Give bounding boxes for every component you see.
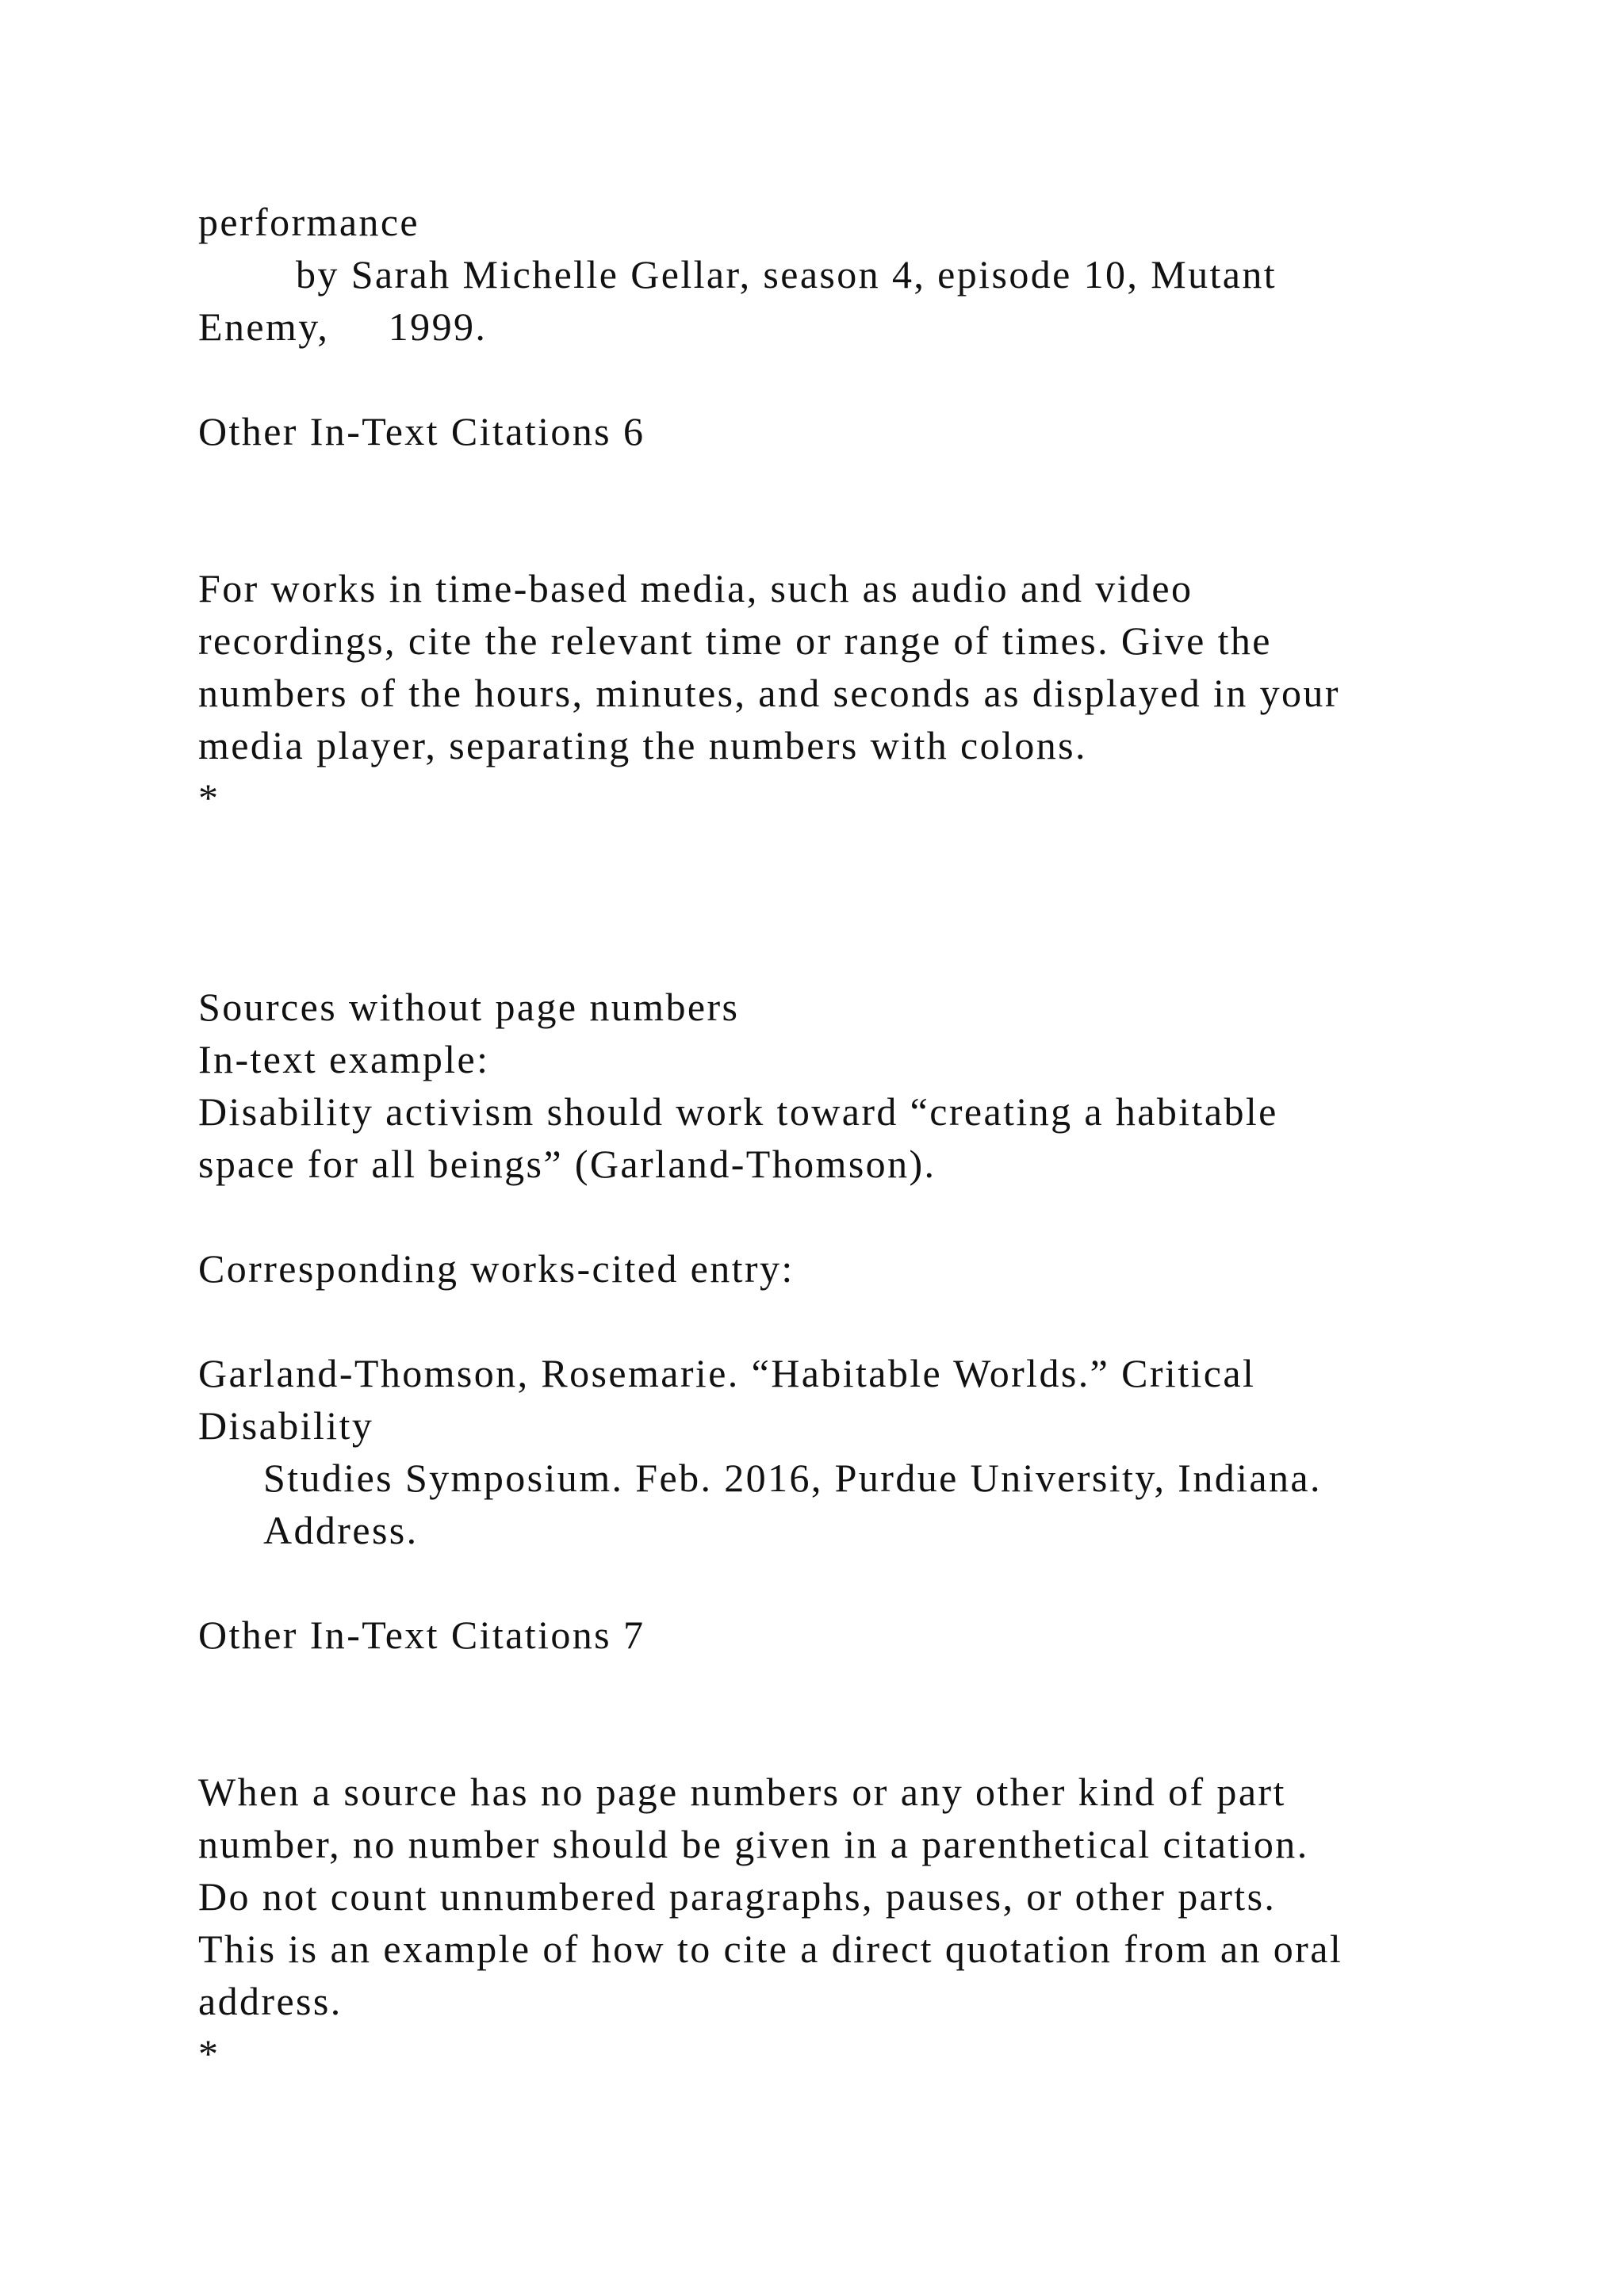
slide-title: Sources without page numbers	[198, 985, 740, 1029]
works-cited-entry-line: Studies Symposium. Feb. 2016, Purdue University, Indiana.	[263, 1456, 1322, 1500]
paragraph-line: media player, separating the numbers with colons.	[198, 723, 1087, 767]
slide-separator-asterisk: *	[198, 2031, 220, 2076]
works-cited-entry-line: Garland-Thomson, Rosemarie. “Habitable Worlds.” Critical	[198, 1351, 1256, 1395]
works-cited-label: Corresponding works-cited entry:	[198, 1246, 795, 1291]
paragraph-line: For works in time-based media, such as audio and video	[198, 566, 1193, 610]
works-cited-entry-line: Address.	[263, 1508, 419, 1552]
example-sentence-line: space for all beings” (Garland-Thomson).	[198, 1142, 936, 1186]
paragraph-line: recordings, cite the relevant time or range of times. Give the	[198, 618, 1272, 663]
paragraph-line: Do not count unnumbered paragraphs, pauses, or other parts.	[198, 1874, 1277, 1919]
citation-continuation-line: performance	[198, 200, 420, 244]
example-sentence-line: Disability activism should work toward “creating a habitable	[198, 1089, 1278, 1134]
paragraph-line: address.	[198, 1979, 343, 2023]
slide-separator-asterisk: *	[198, 775, 220, 820]
citation-continuation-line: Enemy, 1999.	[198, 304, 488, 349]
section-heading-6: Other In-Text Citations 6	[198, 409, 645, 453]
paragraph-line: This is an example of how to cite a direct quotation from an oral	[198, 1927, 1343, 1971]
works-cited-entry-line: Disability	[198, 1403, 374, 1448]
paragraph-line: number, no number should be given in a parenthetical citation.	[198, 1822, 1309, 1866]
paragraph-line: numbers of the hours, minutes, and seconds as displayed in your	[198, 671, 1340, 715]
intext-example-label: In-text example:	[198, 1037, 490, 1081]
section-heading-7: Other In-Text Citations 7	[198, 1613, 645, 1657]
citation-continuation-line: by Sarah Michelle Gellar, season 4, episode 10, Mutant	[296, 252, 1277, 297]
paragraph-line: When a source has no page numbers or any other kind of part	[198, 1770, 1286, 1814]
